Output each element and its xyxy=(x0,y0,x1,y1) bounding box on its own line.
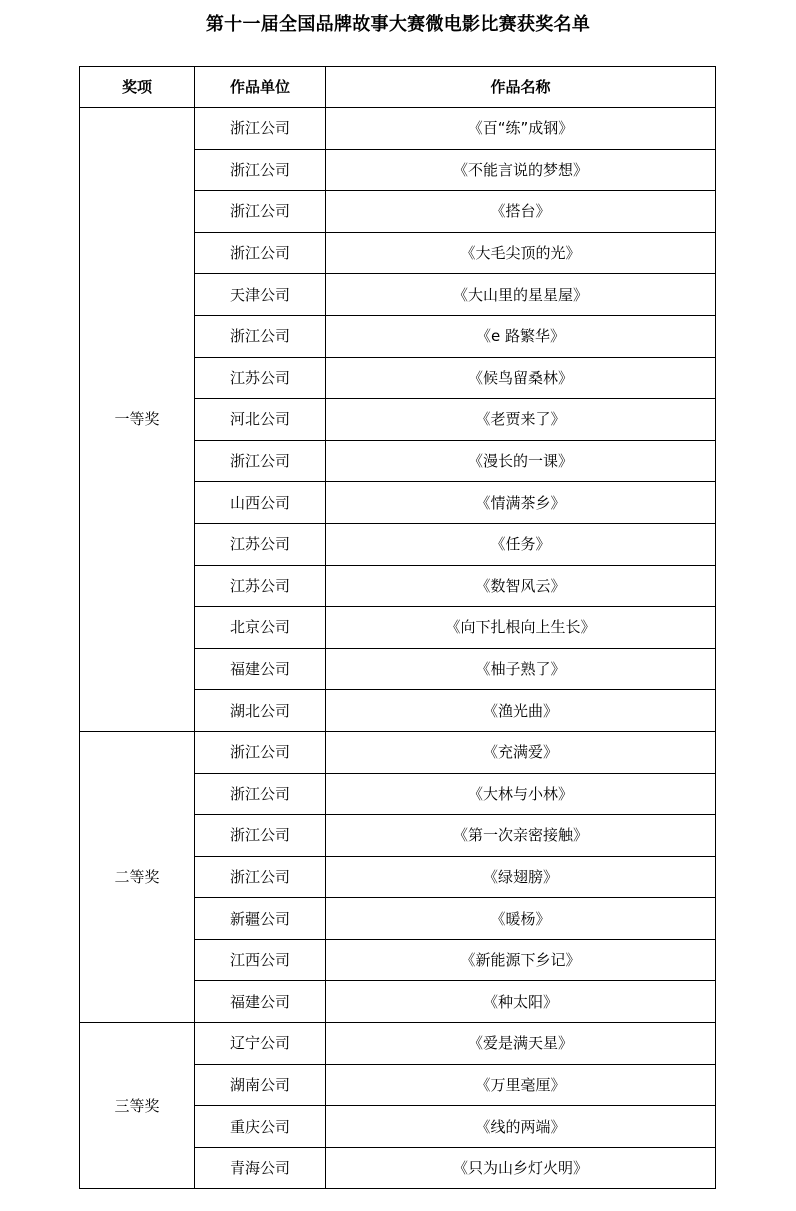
unit-cell: 浙江公司 xyxy=(195,232,326,274)
header-award: 奖项 xyxy=(80,67,195,108)
work-title-cell: 《渔光曲》 xyxy=(326,690,716,732)
work-title-cell: 《线的两端》 xyxy=(326,1106,716,1148)
work-title-cell: 《充满爱》 xyxy=(326,731,716,773)
unit-cell: 浙江公司 xyxy=(195,315,326,357)
work-title-cell: 《万里毫厘》 xyxy=(326,1064,716,1106)
work-title-cell: 《大毛尖顶的光》 xyxy=(326,232,716,274)
table-row xyxy=(80,108,716,150)
unit-cell: 浙江公司 xyxy=(195,815,326,857)
unit-cell: 浙江公司 xyxy=(195,149,326,191)
work-title-cell: 《新能源下乡记》 xyxy=(326,939,716,981)
unit-cell: 天津公司 xyxy=(195,274,326,316)
work-title-cell: 《百“练”成钢》 xyxy=(326,108,716,150)
work-title-cell: 《向下扎根向上生长》 xyxy=(326,607,716,649)
unit-cell: 福建公司 xyxy=(195,648,326,690)
work-title-cell: 《大山里的星星屋》 xyxy=(326,274,716,316)
work-title-cell: 《只为山乡灯火明》 xyxy=(326,1147,716,1189)
work-title-cell: 《任务》 xyxy=(326,523,716,565)
unit-cell: 浙江公司 xyxy=(195,773,326,815)
unit-cell: 新疆公司 xyxy=(195,898,326,940)
unit-cell: 湖南公司 xyxy=(195,1064,326,1106)
work-title-cell: 《暖杨》 xyxy=(326,898,716,940)
unit-cell: 浙江公司 xyxy=(195,856,326,898)
unit-cell: 山西公司 xyxy=(195,482,326,524)
work-title-cell: 《数智风云》 xyxy=(326,565,716,607)
table-body xyxy=(80,108,716,1189)
unit-cell: 浙江公司 xyxy=(195,108,326,150)
work-title-cell: 《老贾来了》 xyxy=(326,399,716,441)
table-header xyxy=(80,67,716,108)
award-level-cell: 三等奖 xyxy=(80,1023,195,1189)
unit-cell: 青海公司 xyxy=(195,1147,326,1189)
award-level-cell: 一等奖 xyxy=(80,108,195,732)
unit-cell: 浙江公司 xyxy=(195,191,326,233)
work-title-cell: 《搭台》 xyxy=(326,191,716,233)
work-title-cell: 《爱是满天星》 xyxy=(326,1023,716,1065)
unit-cell: 江苏公司 xyxy=(195,357,326,399)
unit-cell: 福建公司 xyxy=(195,981,326,1023)
work-title-cell: 《绿翅膀》 xyxy=(326,856,716,898)
work-title-cell: 《漫长的一课》 xyxy=(326,440,716,482)
award-list-table xyxy=(79,66,716,1189)
work-title-cell: 《候鸟留桑林》 xyxy=(326,357,716,399)
work-title-cell: 《不能言说的梦想》 xyxy=(326,149,716,191)
table-row xyxy=(80,731,716,773)
unit-cell: 江苏公司 xyxy=(195,565,326,607)
header-unit: 作品单位 xyxy=(195,67,326,108)
header-row xyxy=(80,67,716,108)
work-title-cell: 《种太阳》 xyxy=(326,981,716,1023)
work-title-cell: 《柚子熟了》 xyxy=(326,648,716,690)
unit-cell: 湖北公司 xyxy=(195,690,326,732)
unit-cell: 江西公司 xyxy=(195,939,326,981)
unit-cell: 浙江公司 xyxy=(195,440,326,482)
unit-cell: 江苏公司 xyxy=(195,523,326,565)
unit-cell: 河北公司 xyxy=(195,399,326,441)
unit-cell: 辽宁公司 xyxy=(195,1023,326,1065)
work-title-cell: 《大林与小林》 xyxy=(326,773,716,815)
work-title-cell: 《情满茶乡》 xyxy=(326,482,716,524)
award-level-cell: 二等奖 xyxy=(80,731,195,1022)
work-title-cell: 《e 路繁华》 xyxy=(326,315,716,357)
unit-cell: 浙江公司 xyxy=(195,731,326,773)
header-work: 作品名称 xyxy=(326,67,716,108)
table-row xyxy=(80,1023,716,1065)
work-title-cell: 《第一次亲密接触》 xyxy=(326,815,716,857)
unit-cell: 重庆公司 xyxy=(195,1106,326,1148)
document-title: 第十一届全国品牌故事大赛微电影比赛获奖名单 xyxy=(205,14,591,35)
unit-cell: 北京公司 xyxy=(195,607,326,649)
